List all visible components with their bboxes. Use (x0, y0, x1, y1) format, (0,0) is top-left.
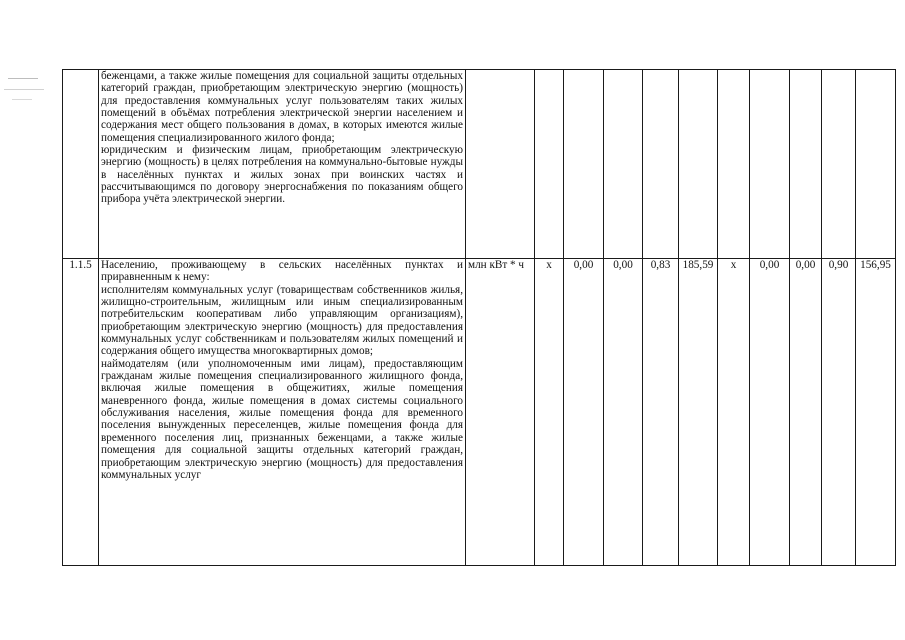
value-cell (822, 70, 856, 259)
description-paragraph: беженцами, а также жилые помещения для социальной защиты отдельных категорий граждан, приобретающим электрическую энергию (мощность) для предоставления коммунальных услуг пользователям таких жилых помещений в объёмах потребления электрической энергии населением и содержания мест общего пользования в домах, в которых имеются жилые помещения специализированного жилого фонда; (101, 70, 463, 144)
tariff-table (62, 69, 896, 566)
description-paragraph: наймодателям (или уполномоченным ими лицам), предоставляющим гражданам жилые помещения специализированного жилищного фонда, включая жилые помещения в общежитиях, жилые помещения маневренного фонда, жилые помещения в домах системы социального обслуживания населения, жилые помещения фонда для временного поселения вынужденных переселенцев, жилые помещения фонда для временного поселения лиц, признанных беженцами, а также жилые помещения для социальной защиты отдельных категорий граждан, приобретающим электрическую энергию (мощность) для предоставления коммунальных услуг (101, 357, 463, 481)
value-cell: 0,00 (750, 259, 790, 566)
value-cell (718, 70, 750, 259)
row-description (99, 259, 466, 566)
value-cell (750, 70, 790, 259)
row-unit (466, 70, 535, 259)
row-description (99, 70, 466, 259)
value-cell: 0,90 (822, 259, 856, 566)
scan-artifact (4, 89, 44, 90)
value-cell (790, 70, 822, 259)
row-number (63, 70, 99, 259)
description-paragraph: Населению, проживающему в сельских населённых пунктах и приравненным к нему: (101, 259, 463, 284)
value-cell (679, 70, 718, 259)
value-cell: 156,95 (856, 259, 896, 566)
value-cell: 0,00 (790, 259, 822, 566)
value-cell (604, 70, 643, 259)
value-cell: x (718, 259, 750, 566)
value-cell (535, 70, 564, 259)
value-cell (643, 70, 679, 259)
value-cell: 0,00 (604, 259, 643, 566)
row-number: 1.1.5 (63, 259, 99, 566)
value-cell (856, 70, 896, 259)
description-paragraph: исполнителям коммунальных услуг (товариществам собственников жилья, жилищно-строительным, жилищным или иным специализированным потребительским кооперативам либо управляющим организациям), приобретающим электрическую энергию (мощность) для предоставления коммунальных услуг собственникам и пользователям жилых помещений и содержания общего имущества многоквартирных домов; (101, 283, 463, 358)
scan-artifact (12, 99, 32, 100)
value-cell: 0,83 (643, 259, 679, 566)
scan-artifact (8, 78, 38, 79)
value-cell: 0,00 (564, 259, 604, 566)
value-cell: 185,59 (679, 259, 718, 566)
table-row (63, 70, 896, 259)
value-cell: x (535, 259, 564, 566)
description-paragraph: юридическим и физическим лицам, приобретающим электрическую энергию (мощность) в целях потребления на коммунально-бытовые нужды в населённых пунктах и жилых зонах при воинских частях и рассчитывающимся по договору энергоснабжения по показаниям общего прибора учёта электрической энергии. (101, 144, 463, 206)
row-unit: млн кВт * ч (466, 259, 535, 566)
table-row (63, 259, 896, 566)
value-cell (564, 70, 604, 259)
